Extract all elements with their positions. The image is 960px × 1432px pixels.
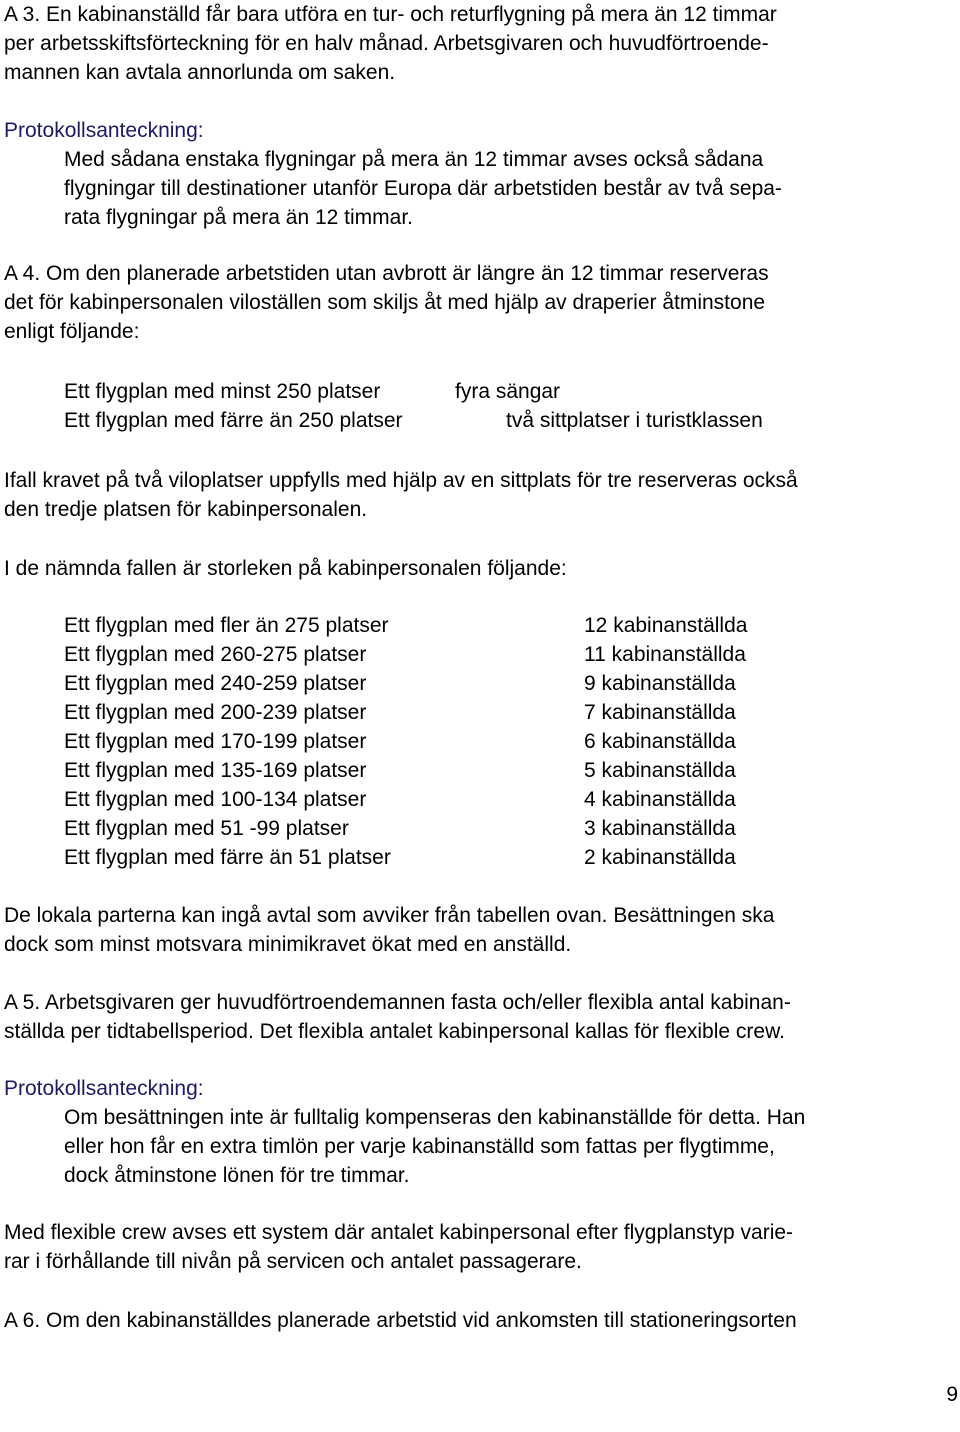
rest-row-value: två sittplatser i turistklassen [506, 409, 763, 432]
crew-row-value: 6 kabinanställda [584, 730, 736, 753]
note1-line-3: rata flygningar på mera än 12 timmar. [64, 206, 414, 229]
crew-row-plane: Ett flygplan med 135-169 platser [64, 759, 367, 782]
note2-line-1: Om besättningen inte är fulltalig kompenseras den kabinanställde för detta. Han [64, 1106, 806, 1129]
crew-row-plane: Ett flygplan med 170-199 platser [64, 730, 367, 753]
ifall-line-1: Ifall kravet på två viloplatser uppfylls med hjälp av en sittplats för tre reserveras också [4, 469, 798, 492]
crew-row-value: 9 kabinanställda [584, 672, 736, 695]
crew-row-plane: Ett flygplan med fler än 275 platser [64, 614, 389, 637]
ifall-line-2: den tredje platsen för kabinpersonalen. [4, 498, 368, 521]
flex-line-2: rar i förhållande till nivån på servicen och antalet passagerare. [4, 1250, 582, 1273]
a3-line-3: mannen kan avtala annorlunda om saken. [4, 61, 396, 84]
protocol-note-heading: Protokollsanteckning: [4, 119, 204, 142]
crew-row-plane: Ett flygplan med 240-259 platser [64, 672, 367, 695]
a4-line-1: A 4. Om den planerade arbetstiden utan avbrott är längre än 12 timmar reserveras [4, 262, 769, 285]
a4-line-2: det för kabinpersonalen viloställen som skiljs åt med hjälp av draperier åtminstone [4, 291, 766, 314]
crew-row-value: 11 kabinanställda [584, 643, 746, 666]
crew-row-plane: Ett flygplan med färre än 51 platser [64, 846, 391, 869]
rest-row-plane: Ett flygplan med minst 250 platser [64, 380, 381, 403]
rest-row-value: fyra sängar [455, 380, 561, 403]
protocol-note-heading: Protokollsanteckning: [4, 1077, 204, 1100]
crew-row-value: 2 kabinanställda [584, 846, 736, 869]
flex-line-1: Med flexible crew avses ett system där antalet kabinpersonal efter flygplanstyp varie- [4, 1221, 794, 1244]
crew-row-value: 7 kabinanställda [584, 701, 736, 724]
a3-line-1: A 3. En kabinanställd får bara utföra en tur- och returflygning på mera än 12 timmar [4, 3, 777, 26]
crew-row-value: 5 kabinanställda [584, 759, 736, 782]
local-line-2: dock som minst motsvara minimikravet ökat med en anställd. [4, 933, 572, 956]
page-number: 9 [946, 1383, 958, 1406]
crew-row-value: 3 kabinanställda [584, 817, 736, 840]
a4-line-3: enligt följande: [4, 320, 140, 343]
note1-line-1: Med sådana enstaka flygningar på mera än 12 timmar avses också sådana [64, 148, 764, 171]
a6-line: A 6. Om den kabinanställdes planerade arbetstid vid ankomsten till stationeringsorten [4, 1309, 797, 1332]
crew-row-plane: Ett flygplan med 51 -99 platser [64, 817, 349, 840]
a5-line-2: ställda per tidtabellsperiod. Det flexibla antalet kabinpersonal kallas för flexible crew. [4, 1020, 785, 1043]
note1-line-2: flygningar till destinationer utanför Europa där arbetstiden består av två sepa- [64, 177, 782, 200]
note2-line-2: eller hon får en extra timlön per varje kabinanställd som fattas per flygtimme, [64, 1135, 775, 1158]
local-line-1: De lokala parterna kan ingå avtal som avviker från tabellen ovan. Besättningen ska [4, 904, 775, 927]
crew-row-value: 4 kabinanställda [584, 788, 736, 811]
crew-row-value: 12 kabinanställda [584, 614, 748, 637]
crew-row-plane: Ett flygplan med 100-134 platser [64, 788, 367, 811]
crew-size-intro: I de nämnda fallen är storleken på kabinpersonalen följande: [4, 557, 567, 580]
rest-row-plane: Ett flygplan med färre än 250 platser [64, 409, 403, 432]
crew-row-plane: Ett flygplan med 200-239 platser [64, 701, 367, 724]
a5-line-1: A 5. Arbetsgivaren ger huvudförtroendemannen fasta och/eller flexibla antal kabinan- [4, 991, 791, 1014]
note2-line-3: dock åtminstone lönen för tre timmar. [64, 1164, 410, 1187]
a3-line-2: per arbetsskiftsförteckning för en halv månad. Arbetsgivaren och huvudförtroende- [4, 32, 769, 55]
crew-row-plane: Ett flygplan med 260-275 platser [64, 643, 367, 666]
